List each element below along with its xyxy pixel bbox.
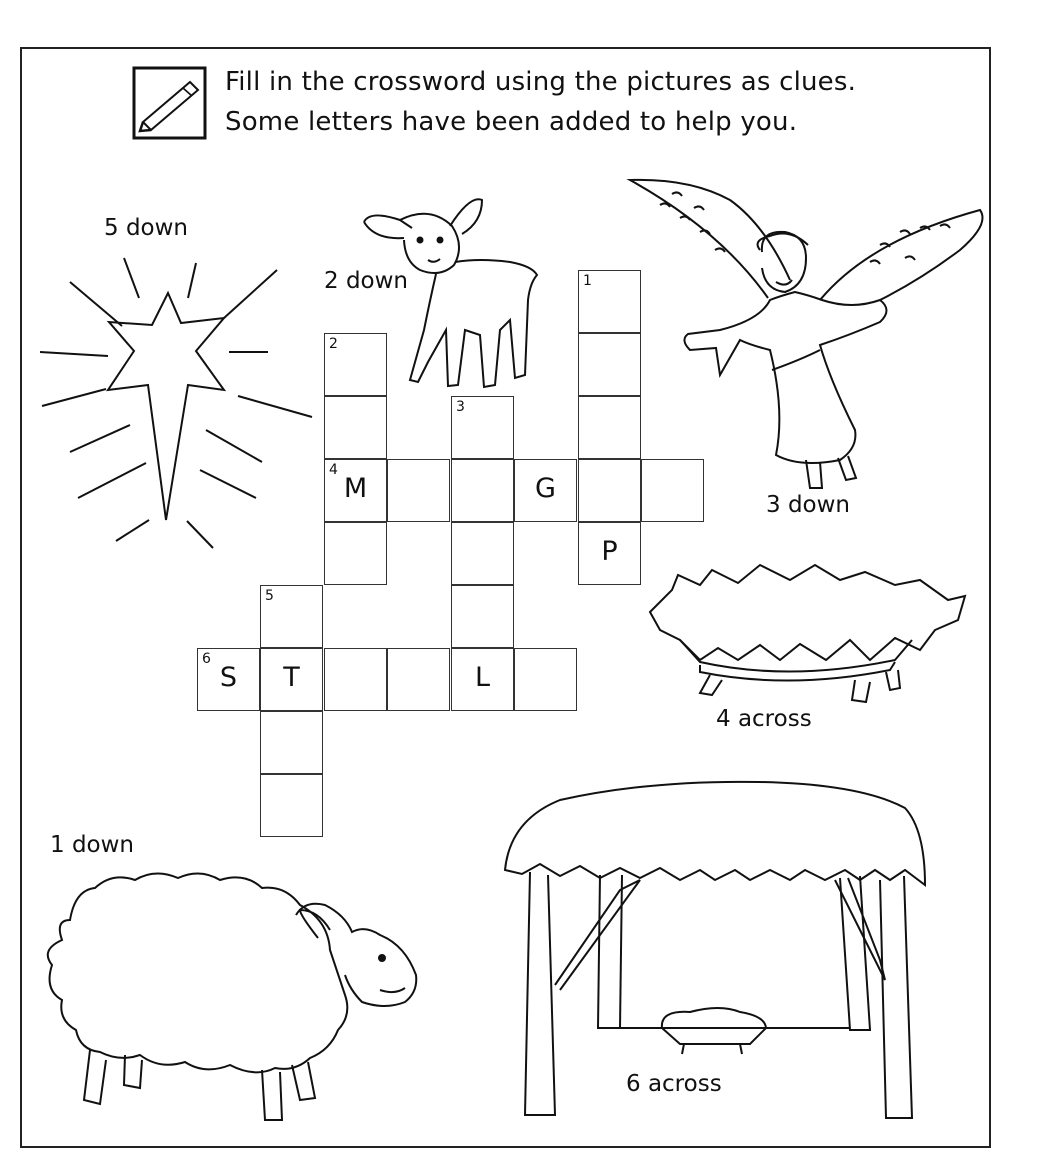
grid-cell[interactable] [514, 648, 577, 711]
clue-number: 4 [329, 462, 338, 478]
grid-cell[interactable] [387, 648, 450, 711]
clue-number: 3 [456, 399, 465, 415]
given-letter: G [535, 473, 556, 504]
clue-number: 5 [265, 588, 274, 604]
pencil-icon [134, 68, 205, 138]
grid-cell[interactable] [260, 774, 323, 837]
star-picture [40, 258, 312, 548]
grid-cell[interactable] [578, 333, 641, 396]
grid-cell[interactable] [197, 648, 260, 711]
clue-5-down: 5 down [104, 215, 189, 241]
given-letter: L [474, 662, 491, 693]
clue-3-down: 3 down [766, 492, 851, 518]
grid-cell[interactable] [641, 459, 704, 522]
grid-cell[interactable] [260, 648, 323, 711]
stable-picture [505, 782, 925, 1118]
angel-picture [630, 180, 983, 488]
clue-number: 1 [583, 273, 592, 289]
sheep-picture [48, 873, 417, 1120]
grid-cell[interactable] [324, 522, 387, 585]
grid-cell[interactable] [514, 459, 577, 522]
grid-cell[interactable] [451, 648, 514, 711]
grid-cell[interactable] [578, 270, 641, 333]
grid-cell[interactable] [260, 585, 323, 648]
grid-cell[interactable] [451, 585, 514, 648]
clue-2-down: 2 down [324, 268, 409, 294]
given-letter: M [343, 473, 368, 504]
grid-cell[interactable] [387, 459, 450, 522]
clue-number: 2 [329, 336, 338, 352]
clue-number: 6 [202, 651, 211, 667]
instructions [225, 62, 856, 142]
clue-1-down: 1 down [50, 832, 135, 858]
grid-cell[interactable] [260, 711, 323, 774]
given-letter: P [601, 536, 618, 567]
grid-cell[interactable] [578, 522, 641, 585]
clue-4-across: 4 across [716, 706, 812, 732]
clue-6-across: 6 across [626, 1071, 722, 1097]
grid-cell[interactable] [451, 459, 514, 522]
given-letter: T [283, 662, 300, 693]
given-letter: S [219, 662, 238, 693]
grid-cell[interactable] [324, 459, 387, 522]
grid-cell[interactable] [451, 396, 514, 459]
grid-cell[interactable] [324, 333, 387, 396]
grid-cell[interactable] [578, 459, 641, 522]
manger-picture [650, 565, 965, 702]
grid-cell[interactable] [578, 396, 641, 459]
grid-cell[interactable] [324, 648, 387, 711]
instruction-line-2: Some letters have been added to help you. [225, 107, 798, 137]
grid-cell[interactable] [451, 522, 514, 585]
instruction-line-1: Fill in the crossword using the pictures as clues. [225, 67, 857, 97]
grid-cell[interactable] [324, 396, 387, 459]
